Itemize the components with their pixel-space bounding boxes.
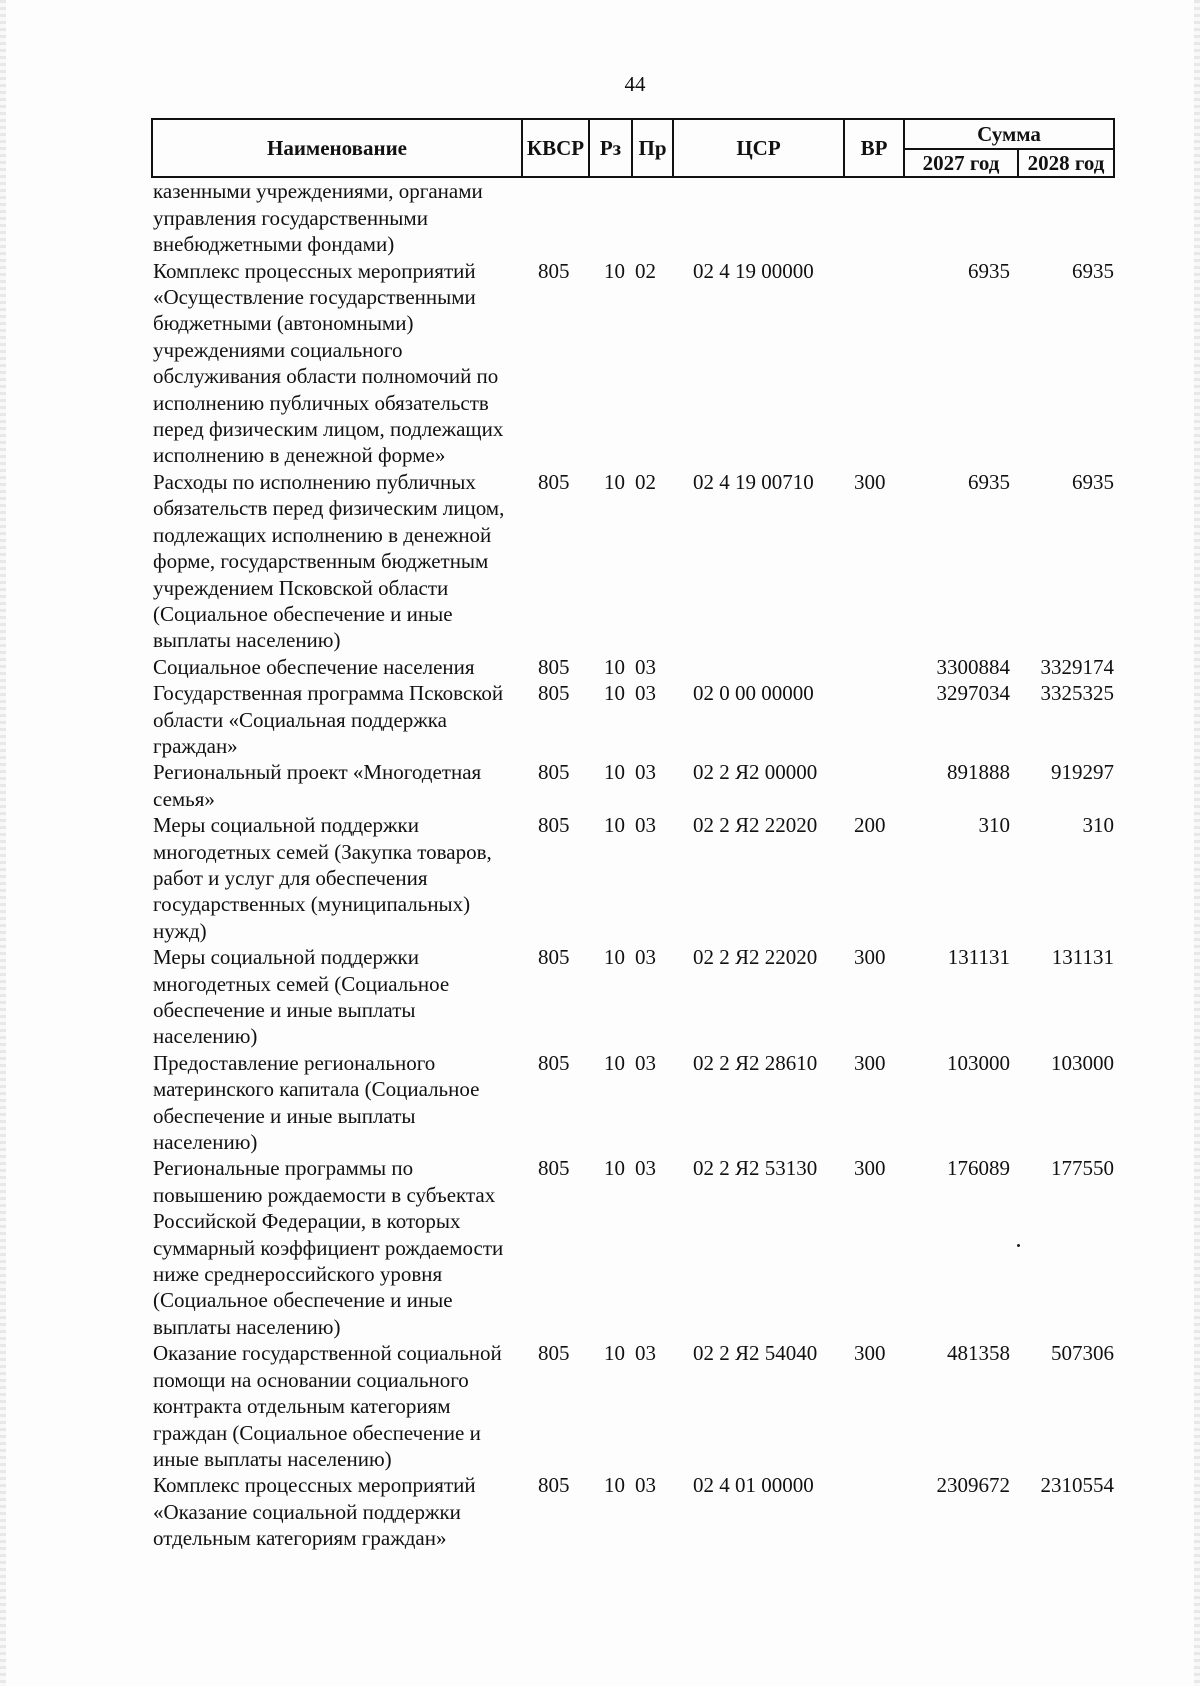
table-row xyxy=(152,1472,1114,1551)
cell-vr xyxy=(844,759,904,812)
cell-sum-2028: 310 xyxy=(1082,813,1114,838)
cell-csr: 02 2 Я2 00000 xyxy=(693,760,818,785)
cell-vr: 300 xyxy=(854,1341,886,1366)
cell-sum-2028: 103000 xyxy=(1051,1050,1114,1075)
cell-name: Комплекс процессных мероприятий «Оказание социальной поддержки отдельным категориям граждан» xyxy=(153,1473,476,1551)
cell-sum-2028: 3325325 xyxy=(1040,681,1114,706)
table-row xyxy=(152,177,1114,257)
cell-pr: 03 xyxy=(635,654,656,679)
scan-edge-left xyxy=(0,0,6,1686)
cell-sum-2027: 2309672 xyxy=(936,1473,1010,1498)
cell-csr: 02 4 19 00710 xyxy=(693,469,814,494)
cell-name: Меры социальной поддержки многодетных семей (Социальное обеспечение и иные выплаты населению) xyxy=(153,945,450,1049)
cell-vr: 200 xyxy=(854,813,886,838)
cell-csr: 02 4 19 00000 xyxy=(693,258,814,283)
cell-csr: 02 2 Я2 53130 xyxy=(693,1156,818,1181)
cell-pr: 03 xyxy=(635,813,656,838)
table-row xyxy=(152,654,1114,680)
cell-sum-2027: 6935 xyxy=(968,469,1010,494)
cell-vr: 300 xyxy=(854,469,886,494)
cell-pr: 02 xyxy=(635,469,656,494)
cell-name: Социальное обеспечение населения xyxy=(153,654,475,679)
cell-kvsr: 805 xyxy=(538,258,570,283)
cell-sum-2028: 131131 xyxy=(1051,945,1114,970)
cell-sum-2028: 177550 xyxy=(1051,1156,1114,1181)
cell-sum-2027: 891888 xyxy=(947,760,1010,785)
cell-rz: 10 xyxy=(604,681,625,706)
cell-kvsr: 805 xyxy=(538,1050,570,1075)
cell-rz: 10 xyxy=(604,1050,625,1075)
cell-sum-2027: 103000 xyxy=(947,1050,1010,1075)
cell-sum-2027: 310 xyxy=(978,813,1010,838)
cell-pr: 03 xyxy=(635,1156,656,1181)
cell-rz: 10 xyxy=(604,258,625,283)
cell-name: Региональные программы по повышению рождаемости в субъектах Российской Федерации, в которых суммарный коэффициент рождаемости ниже среднероссийского уровня (Социальное обеспечение и иные выплаты населению) xyxy=(153,1156,504,1339)
header-year-2028: 2028 год xyxy=(1018,149,1114,177)
cell-kvsr: 805 xyxy=(538,654,570,679)
header-sum: Сумма xyxy=(904,119,1114,149)
cell-pr: 03 xyxy=(635,1341,656,1366)
cell-rz: 10 xyxy=(604,760,625,785)
cell-vr: 300 xyxy=(854,1156,886,1181)
cell-vr xyxy=(844,680,904,759)
cell-name: Меры социальной поддержки многодетных семей (Закупка товаров, работ и услуг для обеспечения государственных (муниципальных) нужд) xyxy=(153,813,492,943)
cell-sum-2027: 3297034 xyxy=(936,681,1010,706)
cell-rz: 10 xyxy=(604,469,625,494)
cell-sum-2027: 6935 xyxy=(968,258,1010,283)
cell-rz: 10 xyxy=(604,1341,625,1366)
cell-csr xyxy=(673,177,844,257)
table-header xyxy=(152,119,1114,177)
table-row xyxy=(152,1155,1114,1340)
cell-rz xyxy=(589,177,632,257)
cell-kvsr: 805 xyxy=(538,760,570,785)
header-name: Наименование xyxy=(152,119,522,177)
cell-rz: 10 xyxy=(604,813,625,838)
cell-vr: 300 xyxy=(854,945,886,970)
cell-name: Государственная программа Псковской области «Социальная поддержка граждан» xyxy=(153,681,504,758)
cell-name: Расходы по исполнению публичных обязательств перед физическим лицом, подлежащих исполнению в денежной форме, государственным бюджетным учреждением Псковской области (Социальное обеспечение и иные выплаты населению) xyxy=(153,469,505,653)
cell-kvsr: 805 xyxy=(538,1341,570,1366)
cell-sum-2027: 481358 xyxy=(947,1341,1010,1366)
cell-kvsr: 805 xyxy=(538,945,570,970)
header-year-2027: 2027 год xyxy=(904,149,1018,177)
cell-sum-2028: 507306 xyxy=(1051,1341,1114,1366)
table-row xyxy=(152,1340,1114,1472)
scan-speck xyxy=(1017,1244,1020,1247)
table-row xyxy=(152,680,1114,759)
cell-rz: 10 xyxy=(604,945,625,970)
cell-vr xyxy=(844,654,904,680)
cell-kvsr xyxy=(522,177,589,257)
cell-pr: 03 xyxy=(635,945,656,970)
table-row xyxy=(152,1050,1114,1156)
cell-vr xyxy=(844,1472,904,1551)
cell-kvsr: 805 xyxy=(538,813,570,838)
header-pr: Пр xyxy=(632,119,673,177)
cell-name: казенными учреждениями, органами управления государственными внебюджетными фондами) xyxy=(153,179,483,257)
cell-sum-2028: 6935 xyxy=(1072,469,1114,494)
scan-edge-right xyxy=(1194,0,1200,1686)
cell-csr: 02 4 01 00000 xyxy=(693,1473,814,1498)
cell-sum-2028: 3329174 xyxy=(1040,654,1114,679)
cell-csr: 02 0 00 00000 xyxy=(693,681,814,706)
cell-pr: 03 xyxy=(635,681,656,706)
cell-kvsr: 805 xyxy=(538,1156,570,1181)
cell-csr: 02 2 Я2 28610 xyxy=(693,1050,818,1075)
cell-kvsr: 805 xyxy=(538,1473,570,1498)
cell-sum-2027: 3300884 xyxy=(936,654,1010,679)
cell-kvsr: 805 xyxy=(538,681,570,706)
table-row xyxy=(152,812,1114,944)
cell-rz: 10 xyxy=(604,1156,625,1181)
cell-rz: 10 xyxy=(604,1473,625,1498)
cell-rz: 10 xyxy=(604,654,625,679)
cell-pr: 03 xyxy=(635,1473,656,1498)
cell-sum-2028: 919297 xyxy=(1051,760,1114,785)
cell-name: Комплекс процессных мероприятий «Осуществление государственными бюджетными (автономными) учреждениями социального обслуживания области полномочий по исполнению публичных обязательств перед физическим лицом, подлежащих исполнению в денежной форме» xyxy=(153,258,504,468)
table-row xyxy=(152,759,1114,812)
cell-pr: 02 xyxy=(635,258,656,283)
cell-vr xyxy=(844,258,904,469)
cell-vr: 300 xyxy=(854,1050,886,1075)
cell-sum-2028: 6935 xyxy=(1072,258,1114,283)
table-body xyxy=(152,177,1114,1551)
header-kvsr: КВСР xyxy=(522,119,589,177)
cell-kvsr: 805 xyxy=(538,469,570,494)
header-csr: ЦСР xyxy=(673,119,844,177)
cell-sum-2027 xyxy=(904,177,1018,257)
cell-pr xyxy=(632,177,673,257)
cell-csr: 02 2 Я2 54040 xyxy=(693,1341,818,1366)
cell-sum-2027: 176089 xyxy=(947,1156,1010,1181)
cell-sum-2027: 131131 xyxy=(947,945,1010,970)
header-vr: ВР xyxy=(844,119,904,177)
cell-csr: 02 2 Я2 22020 xyxy=(693,945,818,970)
cell-name: Региональный проект «Многодетная семья» xyxy=(153,760,482,811)
cell-csr: 02 2 Я2 22020 xyxy=(693,813,818,838)
cell-pr: 03 xyxy=(635,760,656,785)
cell-name: Предоставление регионального материнского капитала (Социальное обеспечение и иные выплаты населению) xyxy=(153,1050,480,1155)
table-row xyxy=(152,469,1114,654)
page-number: 44 xyxy=(624,72,646,96)
cell-name: Оказание государственной социальной помощи на основании социального контракта отдельным категориям граждан (Социальное обеспечение и иные выплаты населению) xyxy=(153,1341,502,1471)
budget-table xyxy=(151,118,1115,1552)
header-rz: Рз xyxy=(589,119,632,177)
cell-vr xyxy=(844,177,904,257)
cell-sum-2028 xyxy=(1018,177,1114,257)
table-row xyxy=(152,258,1114,469)
cell-csr xyxy=(673,654,844,680)
table-row xyxy=(152,944,1114,1050)
cell-sum-2028: 2310554 xyxy=(1040,1473,1114,1498)
cell-pr: 03 xyxy=(635,1050,656,1075)
